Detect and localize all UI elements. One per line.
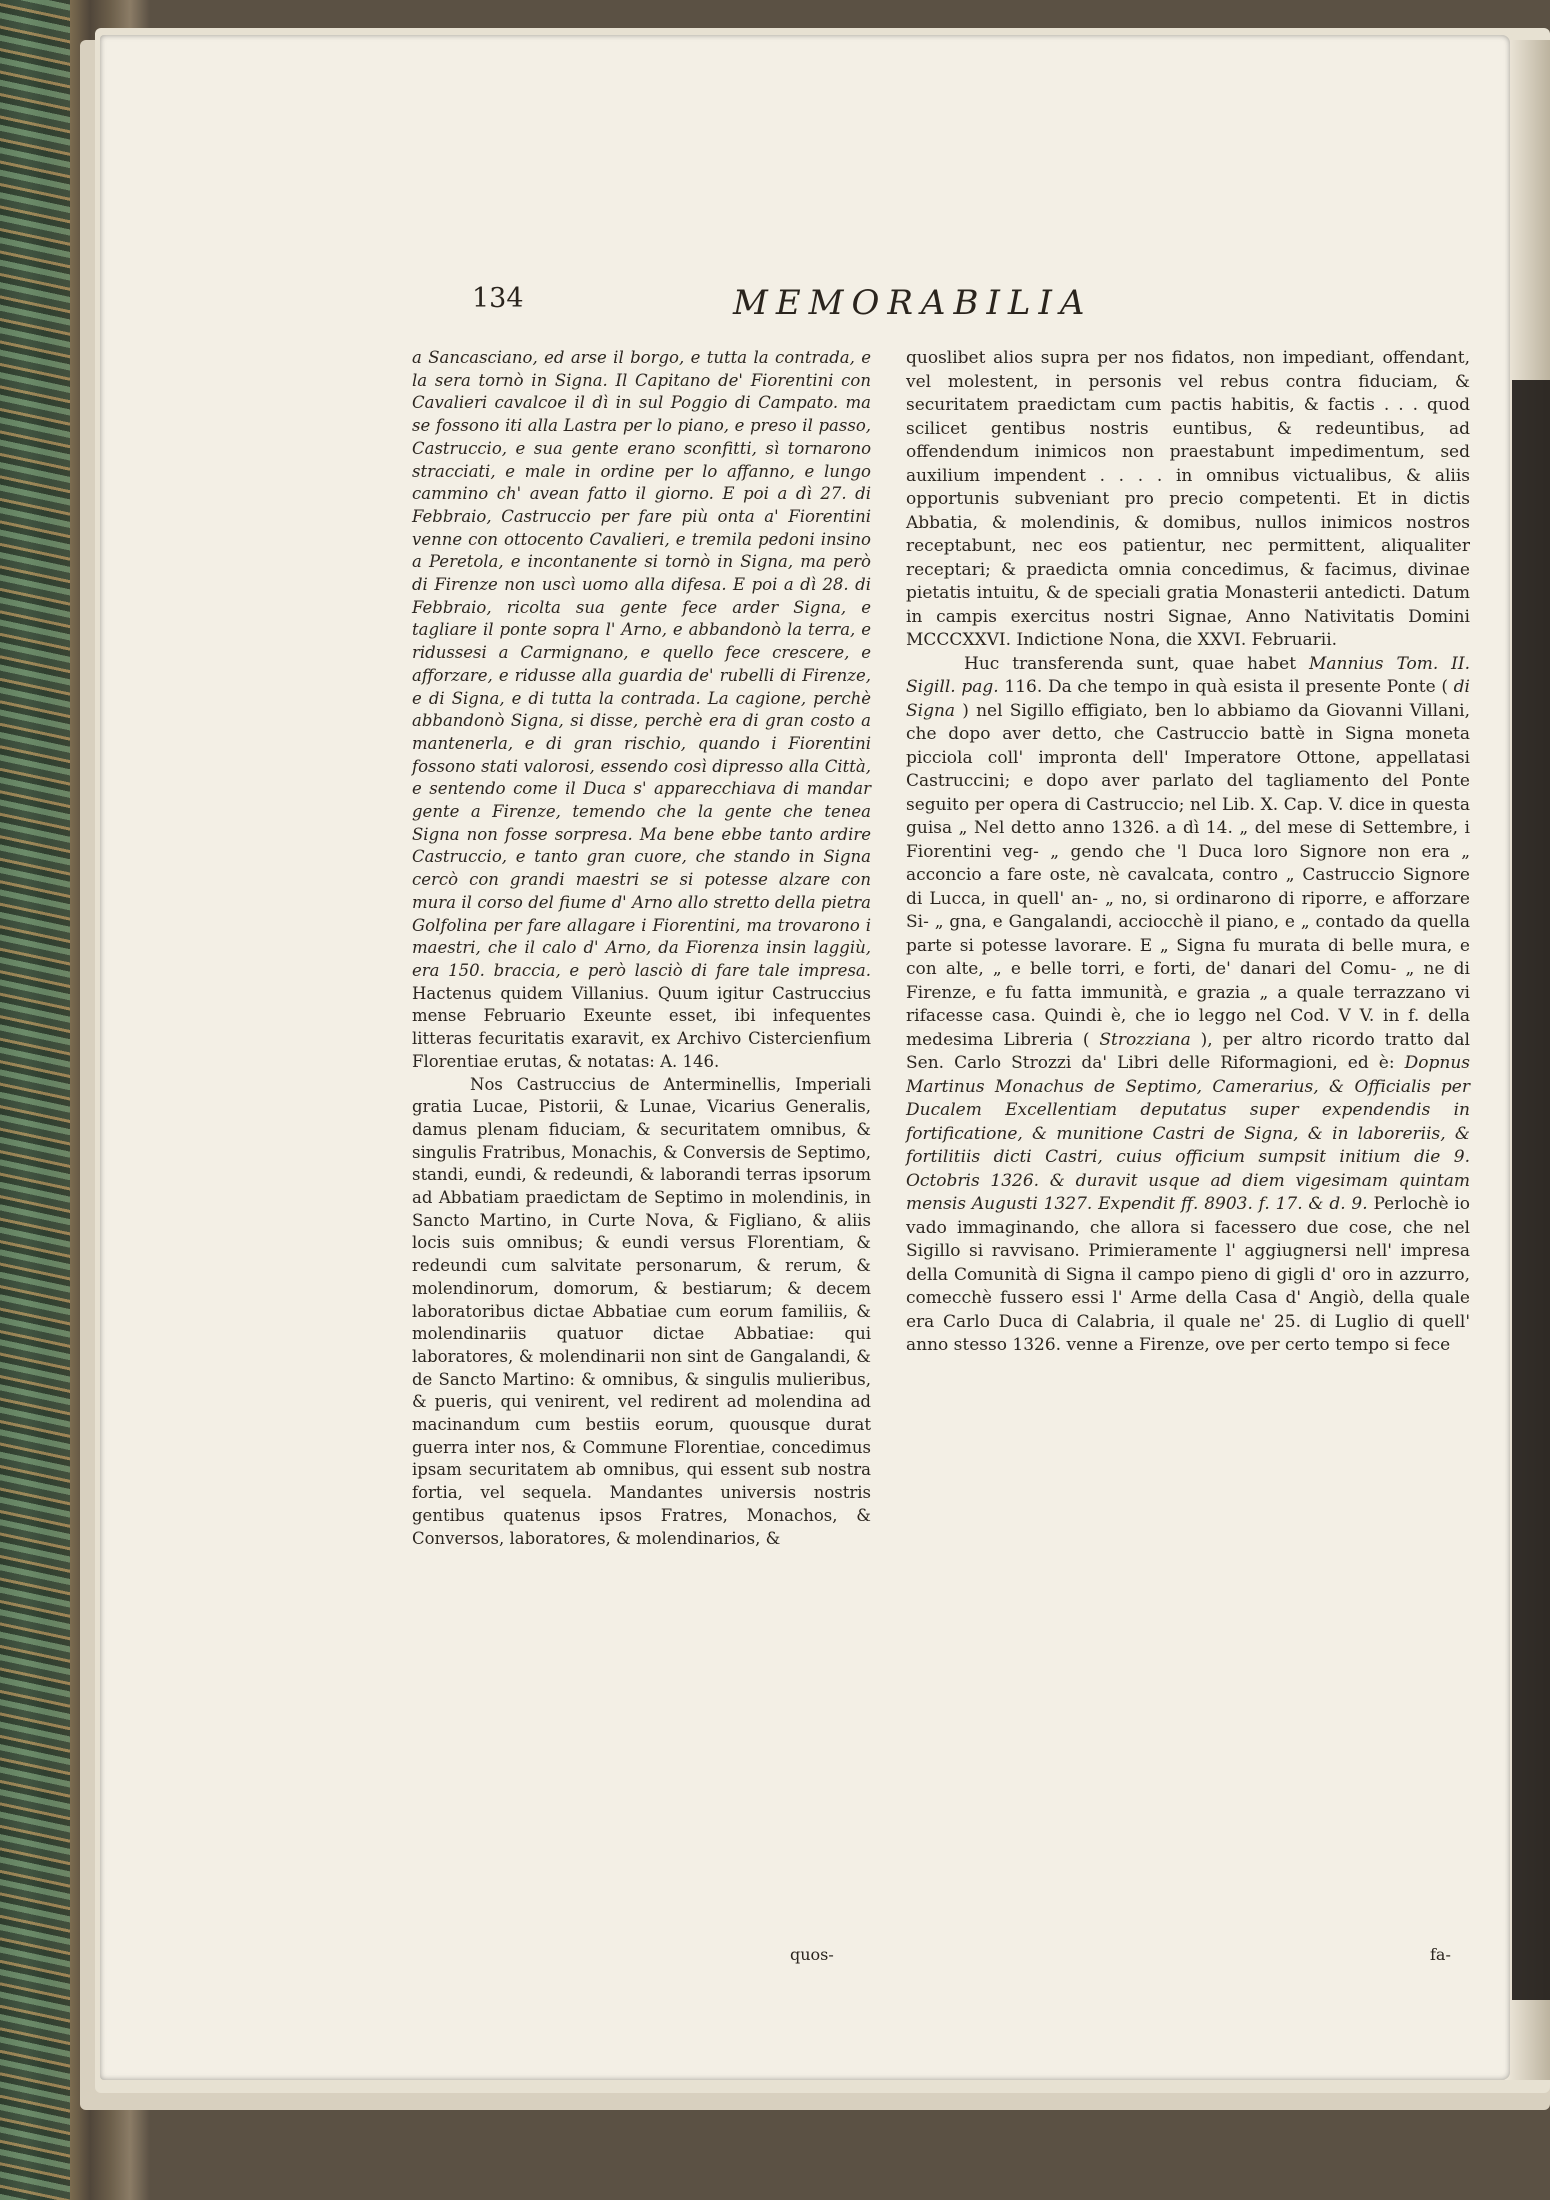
left-catchword: quos- [790, 1945, 834, 1964]
right-p2-ref: Mannius Tom. II. Sigill. pag. [906, 653, 1470, 697]
book-spine-shadow [1512, 380, 1550, 2000]
left-column [412, 347, 871, 1550]
villani-quote: a Sancasciano, ed arse il borgo, e tutta la contrada, e la sera tornò in Signa. Il Capitano de' Fiorentini con Cavalieri cavalcoe il dì in sul Poggio di Campato. ma se fossono iti alla Lastra per lo piano, e preso il passo, Castruccio, e sua gente erano sconfitti, sì tornarono stracciati, e male in ordine per lo affanno, e lungo cammino ch' avean fatto il giorno. E poi a dì 27. di Febbraio, Castruccio per fare più onta a' Fiorentini venne con ottocento Cavalieri, e tremila pedoni insino a Peretola, e incontanente si tornò in Signa, ma però di Firenze non uscì uomo alla difesa. E poi a dì 28. di Febbraio, ricolta sua gente fece arder Signa, e tagliare il ponte sopra l' Arno, e abbandonò la terra, e ridussesi a Carmignano, e quello fece crescere, e afforzare, e ridusse alla guardia de' rubelli di Firenze, e di Signa, e di tutta la contrada. La cagione, perchè abbandonò Signa, si disse, perchè era di gran costo a mantenerla, e di gran rischio, quando i Fiorentini fossono stati valorosi, essendo così dipresso alla Città, e sentendo come il Duca s' apparecchiava di mandar gente a Firenze, temendo che la gente che tenea Signa non fosse sorpresa. Ma bene ebbe tanto ardire Castruccio, e tanto gran cuore, che stando in Signa cercò con grandi maestri se si potesse alzare con mura il corso del fiume d' Arno allo stretto della pietra Golfolina per fare allagare i Fiorentini, ma trovarono i maestri, che il calo d' Arno, da Fiorenza insin laggiù, era 150. braccia, e però lasciò di fare tale impresa. [412, 348, 871, 980]
running-head: MEMORABILIA [733, 283, 1093, 323]
page-header [100, 283, 1510, 333]
right-paragraph-1: quoslibet alios supra per nos fidatos, non impediant, offendant, vel molestent, in personis vel rebus contra fiduciam, & securitatem praedictam cum pactis habitis, & factis . . . quod scilicet gentibus nostris euntibus, & redeuntibus, ad offendendum inimicos non praestabunt impedimentum, sed auxilium impendent . . . . in omnibus victualibus, & aliis opportunis subveniant pro precio competenti. Et in dictis Abbatia, & molendinis, & domibus, nullos inimicos nostros receptabunt, nec eos patientur, nec permittent, aliqualiter receptari; & praedicta omnia concedimus, & facimus, divinae pietatis intuitu, & de speciali gratia Monasterii antedicti. Datum in campis exercitus nostri Signae, Anno Nativitatis Domini MCCCXXVI. Indictione Nona, die XXVI. Februarii. [906, 348, 1470, 650]
left-paragraph-1 [412, 347, 871, 1074]
marbled-cover-edge [0, 0, 70, 2200]
left-paragraph-2: Nos Castruccius de Anterminellis, Imperiali gratia Lucae, Pistorii, & Lunae, Vicarius Generalis, damus plenam fiduciam, & securitatem omnibus, & singulis Fratribus, Monachis, & Conversis de Septimo, standi, eundi, & redeundi, & laborandi terras ipsorum ad Abbatiam praedictam de Septimo in molendinis, in Sancto Martino, in Curte Nova, & Figliano, & aliis locis suis omnibus; & eundi versus Florentiam, & redeundi cum salvitate personarum, & rerum, & molendinorum, domorum, & bestiarum; & decem laboratoribus dictae Abbatiae cum eorum familiis, & molendinariis quatuor dictae Abbatiae: qui laboratores, & molendinarii non sint de Gangalandi, & de Sancto Martino: & omnibus, & singulis mulieribus, & pueris, qui venirent, vel redirent ad molendina ad macinandum cum bestiis eorum, quousque durat guerra inter nos, & Commune Florentiae, concedimus ipsam securitatem ab omnibus, qui essent sub nostra fortia, vel sequela. Mandantes universis nostris gentibus quatenus ipsos Fratres, Monachos, & Conversos, laboratores, & molendinarios, & [412, 1074, 871, 1548]
right-p2-text-b: 116. Da che tempo in quà esista il presente Ponte ( [998, 677, 1454, 697]
left-paragraph-1-tail: Hactenus quidem Villanius. Quum igitur Castruccius mense Februario Exeunte esset, ibi infequentes litteras fecuritatis exaravit, ex Archivo Cistercienfium Florentiae erutas, & notatas: A. 146. [412, 983, 871, 1071]
right-p2-latin-quote: Dopnus Martinus Monachus de Septimo, Camerarius, & Officialis per Ducalem Excellentiam deputatus super expendendis in fortificatione, & munitione Castri de Signa, & in laboreriis, & fortilitiis dicti Castri, cuius officium sumpsit initium die 9. Octobris 1326. & duravit usque ad diem vigesimam quintam mensis Augusti 1327. Expendit ff. 8903. f. 17. & d. 9. [906, 1053, 1470, 1214]
right-p2-text-c: ) nel Sigillo effigiato, ben lo abbiamo da Giovanni Villani, che dopo aver detto, che Castruccio battè in Signa moneta picciola coll' impronta dell' Imperatore Ottone, appellatasi Castruccini; e dopo aver parlato del tagliamento del Ponte seguito per opera di Castruccio; nel Lib. X. Cap. V. dice in questa guisa „ Nel detto anno 1326. a dì 14. „ del mese di Settembre, i Fiorentini veg- „ gendo che 'l Duca loro Signore non era „ acconcio a fare oste, nè cavalcata, contro „ Castruccio Signore di Lucca, in quell' an- „ no, si ordinarono di riporre, e afforzare Si- „ gna, e Gangalandi, acciocchè il piano, e „ contado da quella parte si potesse lavorare. E „ Signa fu murata di belle mura, e con alte, „ e belle torri, e forti, de' danari del Comu- „ ne di Firenze, e fu fatta immunità, e grazia „ a quale terrazzano vi rifacesse casa. Quindi è, che io leggo nel Cod. V V. in f. della medesima Libreria ( [906, 700, 1470, 1050]
right-catchword: fa- [1430, 1945, 1451, 1964]
right-p2-text-d: ), per altro ricordo tratto dal Sen. Carlo Strozzi da' Libri delle Riformagioni, ed è: [906, 1029, 1470, 1073]
right-p2-signa: di Signa [906, 677, 1470, 721]
right-p2-text-e: Perlochè io vado immaginando, che allora si facessero due cose, che nel Sigillo si ravvisano. Primieramente l' aggiugnersi nell' impresa della Comunità di Signa il campo pieno di gigli d' oro in azzurro, comecchè fussero essi l' Arme della Casa d' Angiò, della quale era Carlo Duca di Calabria, il quale ne' 25. di Luglio di quell' anno stesso 1326. venne a Firenze, ove per certo tempo si fece [906, 1194, 1470, 1355]
right-p2-text-a: Huc transferenda sunt, quae habet [964, 653, 1309, 674]
page-number: 134 [472, 283, 524, 314]
right-column [906, 347, 1470, 1358]
book-page [100, 35, 1510, 2080]
right-p2-strozziana: Strozziana [1099, 1029, 1191, 1050]
right-paragraph-2 [906, 653, 1470, 1358]
